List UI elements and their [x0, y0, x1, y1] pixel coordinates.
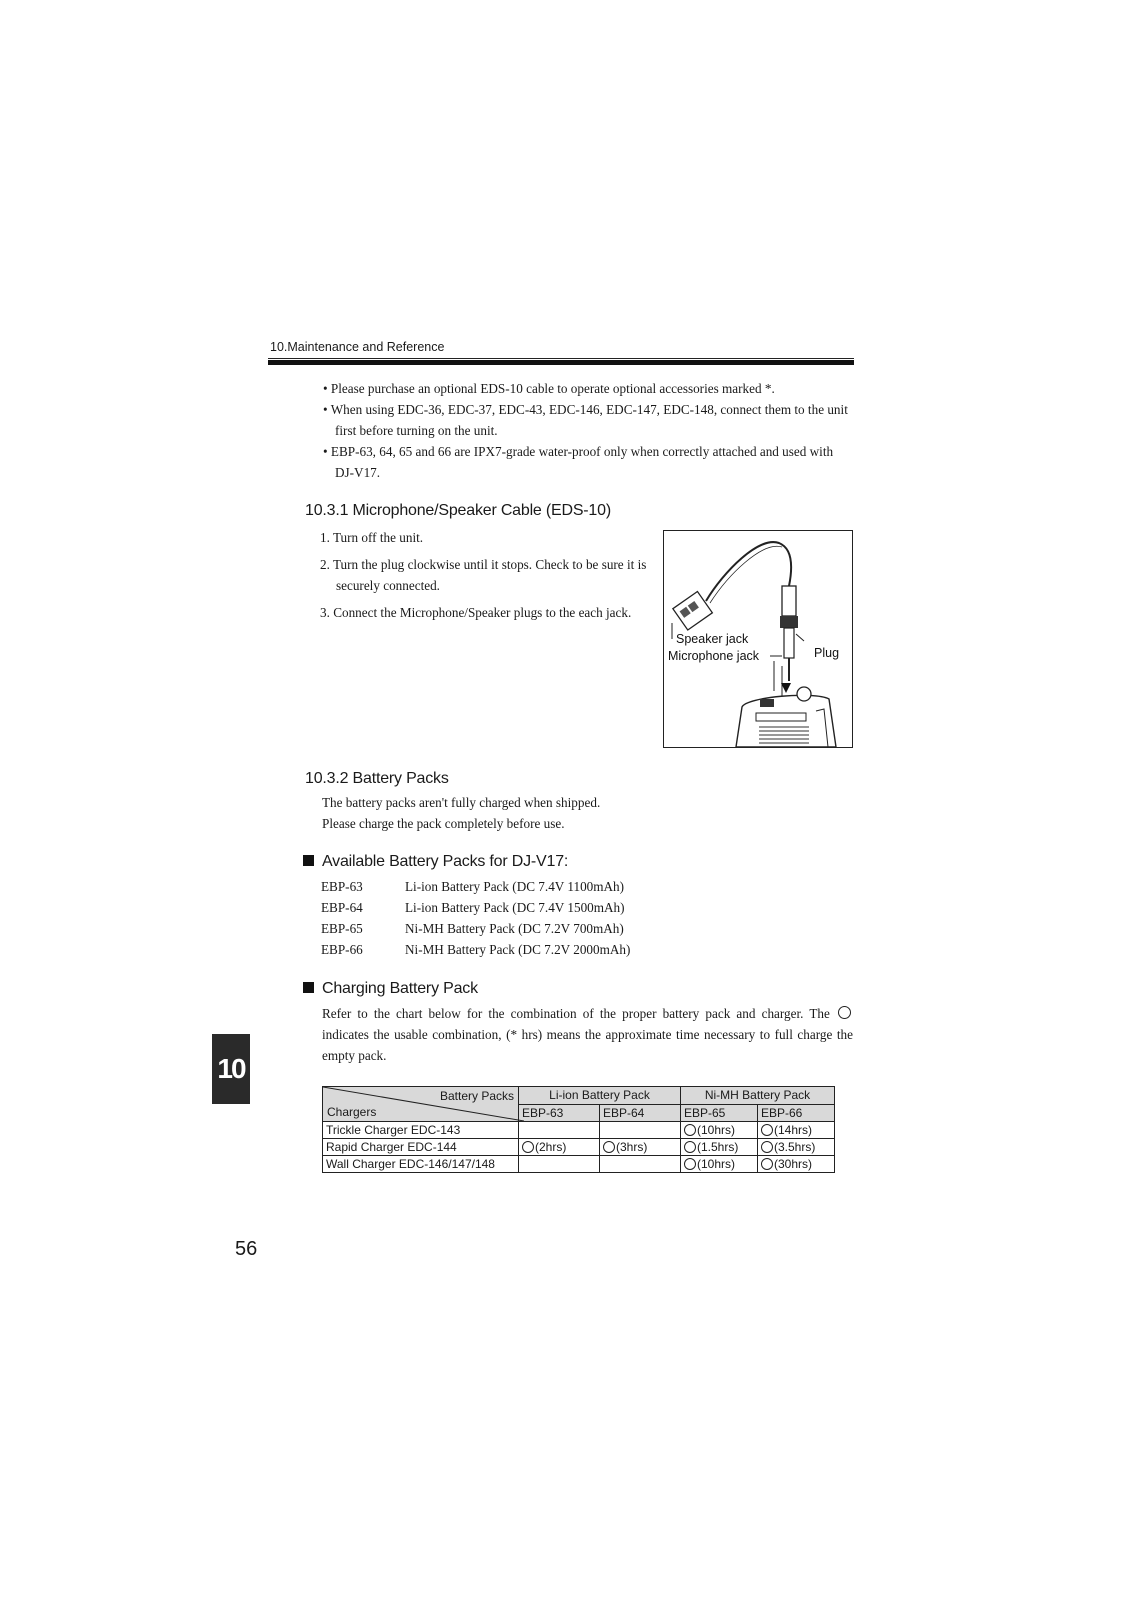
table-cell: [681, 1139, 758, 1156]
pack-code: EBP-64: [321, 900, 363, 915]
circle-symbol-icon: [684, 1158, 696, 1170]
charger-table: [322, 1086, 835, 1173]
list-item: [321, 897, 630, 918]
table-cell: [600, 1122, 681, 1139]
cell-value: (10hrs): [697, 1157, 736, 1171]
list-item: [321, 939, 630, 960]
notes-list: [323, 378, 855, 483]
table-cell: [681, 1156, 758, 1173]
circle-symbol-icon: [684, 1141, 696, 1153]
cell-value: (1.5hrs): [697, 1140, 739, 1154]
running-header: 10.Maintenance and Reference: [270, 340, 445, 354]
battery-intro-line: The battery packs aren't fully charged when shipped.: [322, 795, 601, 810]
circle-symbol-icon: [761, 1141, 773, 1153]
plug-label: Plug: [814, 646, 840, 660]
table-cell: [600, 1156, 681, 1173]
header-rule-thin: [268, 358, 854, 359]
column-header: EBP-66: [758, 1104, 835, 1122]
microphone-jack-label: Microphone jack: [668, 649, 760, 663]
cable-illustration: [663, 530, 853, 748]
charger-name: Wall Charger EDC-146/147/148: [323, 1156, 519, 1173]
step-item: 1. Turn off the unit.: [320, 530, 424, 545]
cell-value: (10hrs): [697, 1123, 736, 1137]
table-row: [323, 1122, 835, 1139]
column-header: EBP-64: [600, 1104, 681, 1122]
corner-top-label: Battery Packs: [439, 1089, 514, 1103]
charging-heading-text: Charging Battery Pack: [322, 980, 478, 997]
cell-value: (3.5hrs): [774, 1140, 816, 1154]
step-item: 3. Connect the Microphone/Speaker plugs to the each jack.: [320, 605, 632, 620]
table-row: [323, 1156, 835, 1173]
note-item: • EBP-63, 64, 65 and 66 are IPX7-grade water-proof only when correctly attached and used with DJ-V17.: [323, 441, 855, 483]
pack-desc: Li-ion Battery Pack (DC 7.4V 1500mAh): [405, 900, 625, 915]
list-item: [321, 918, 630, 939]
page-number: 56: [235, 1238, 258, 1260]
pack-desc: Ni-MH Battery Pack (DC 7.2V 700mAh): [405, 921, 624, 936]
speaker-jack-label: Speaker jack: [676, 632, 749, 646]
charging-paragraph: [322, 1003, 853, 1066]
table-cell: [758, 1139, 835, 1156]
table-cell: [519, 1139, 600, 1156]
cell-value: (30hrs): [774, 1157, 813, 1171]
available-packs-heading-text: Available Battery Packs for DJ-V17:: [322, 853, 569, 870]
pack-code: EBP-66: [321, 942, 363, 957]
step-item: 2. Turn the plug clockwise until it stops. Check to be sure it is securely connected.: [320, 557, 647, 593]
cell-value: (2hrs): [535, 1140, 567, 1154]
chapter-tab: 10: [212, 1034, 250, 1104]
pack-desc: Ni-MH Battery Pack (DC 7.2V 2000mAh): [405, 942, 631, 957]
column-header: EBP-63: [519, 1104, 600, 1122]
table-cell: [600, 1139, 681, 1156]
pack-code: EBP-63: [321, 879, 363, 894]
circle-symbol-icon: [838, 1006, 851, 1019]
circle-symbol-icon: [761, 1124, 773, 1136]
table-cell: [758, 1156, 835, 1173]
table-row: [323, 1139, 835, 1156]
available-packs-heading: [303, 853, 568, 871]
charging-text-part: Refer to the chart below for the combination of the proper battery pack and charger. The: [322, 1006, 830, 1021]
cell-value: (3hrs): [616, 1140, 648, 1154]
battery-intro-line: Please charge the pack completely before use.: [322, 816, 565, 831]
charger-name: Trickle Charger EDC-143: [323, 1122, 519, 1139]
cable-steps: [320, 527, 660, 629]
group-header-liion: Li-ion Battery Pack: [519, 1087, 681, 1105]
header-rule-thick: [268, 360, 854, 365]
table-cell: [519, 1122, 600, 1139]
cell-value: (14hrs): [774, 1123, 813, 1137]
circle-symbol-icon: [603, 1141, 615, 1153]
corner-bottom-label: Chargers: [327, 1105, 377, 1119]
circle-symbol-icon: [684, 1124, 696, 1136]
note-item: • When using EDC-36, EDC-37, EDC-43, EDC-146, EDC-147, EDC-148, connect them to the unit first before turning on the unit.: [323, 399, 855, 441]
section-heading-cable: 10.3.1 Microphone/Speaker Cable (EDS-10): [305, 502, 611, 519]
circle-symbol-icon: [522, 1141, 534, 1153]
charging-text-part: indicates the usable combination, (* hrs) means the approximate time necessary to full charge the empty pack.: [322, 1027, 853, 1063]
square-bullet-icon: [303, 855, 314, 866]
charging-heading: [303, 980, 478, 998]
note-item: • Please purchase an optional EDS-10 cable to operate optional accessories marked *.: [323, 378, 855, 399]
table-cell: [681, 1122, 758, 1139]
pack-desc: Li-ion Battery Pack (DC 7.4V 1100mAh): [405, 879, 625, 894]
section-heading-battery: 10.3.2 Battery Packs: [305, 770, 449, 787]
square-bullet-icon: [303, 982, 314, 993]
group-header-nimh: Ni-MH Battery Pack: [681, 1087, 835, 1105]
pack-code: EBP-65: [321, 921, 363, 936]
available-packs-list: [321, 876, 630, 960]
charger-name: Rapid Charger EDC-144: [323, 1139, 519, 1156]
circle-symbol-icon: [761, 1158, 773, 1170]
table-corner-cell: [323, 1087, 519, 1122]
table-cell: [519, 1156, 600, 1173]
column-header: EBP-65: [681, 1104, 758, 1122]
list-item: [321, 876, 630, 897]
table-cell: [758, 1122, 835, 1139]
